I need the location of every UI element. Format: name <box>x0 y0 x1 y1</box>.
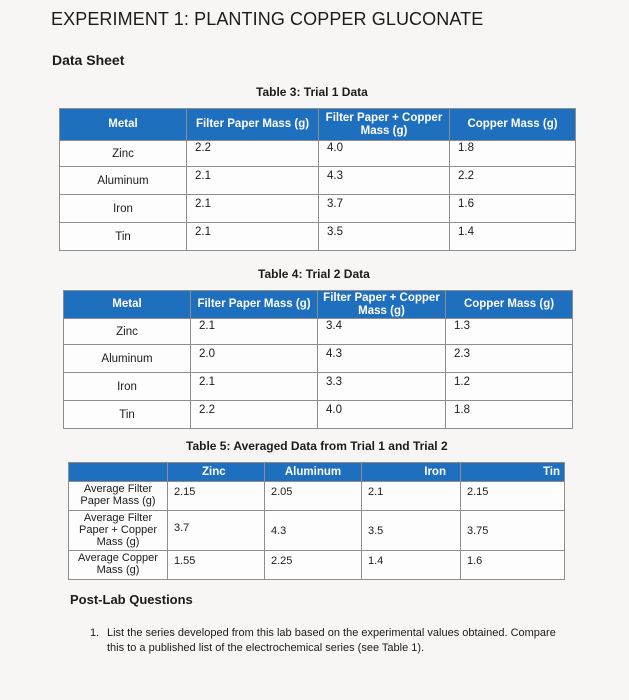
table5-averaged <box>68 462 565 580</box>
metal-cell: Zinc <box>60 141 187 167</box>
value-cell: 2.1 <box>362 482 461 511</box>
value-cell: 2.2 <box>187 141 319 167</box>
table5-caption: Table 5: Averaged Data from Trial 1 and Trial 2 <box>186 439 448 453</box>
table-row <box>60 141 576 167</box>
metal-cell: Zinc <box>64 319 191 345</box>
value-cell: 1.55 <box>168 551 265 580</box>
value-cell: 1.8 <box>446 401 573 429</box>
metal-cell: Iron <box>60 195 187 223</box>
value-cell: 2.15 <box>461 482 565 511</box>
header-copper-mass: Copper Mass (g) <box>450 109 576 141</box>
value-cell: 4.0 <box>319 141 450 167</box>
postlab-heading: Post-Lab Questions <box>70 592 193 607</box>
value-cell: 3.7 <box>168 511 265 551</box>
value-cell: 4.3 <box>265 511 362 551</box>
value-cell: 4.3 <box>318 345 446 373</box>
value-cell: 1.2 <box>446 373 573 401</box>
page-title: EXPERIMENT 1: PLANTING COPPER GLUCONATE <box>51 9 484 29</box>
header-filter-paper-mass: Filter Paper Mass (g) <box>187 109 319 141</box>
table4-trial2 <box>63 290 573 429</box>
table-row <box>64 373 573 401</box>
value-cell: 2.1 <box>187 167 319 195</box>
table-row <box>60 167 576 195</box>
header-filter-paper-copper-mass: Filter Paper + Copper Mass (g) <box>318 291 446 319</box>
header-metal: Metal <box>64 291 191 319</box>
header-iron: Iron <box>362 463 461 482</box>
row-label: Average Copper Mass (g) <box>69 551 168 580</box>
value-cell: 3.7 <box>319 195 450 223</box>
value-cell: 2.3 <box>446 345 573 373</box>
question-text: List the series developed from this lab based on the experimental values obtained. Compare this to a published list of the electrochemical series (see Table 1). <box>107 627 556 654</box>
header-copper-mass: Copper Mass (g) <box>446 291 573 319</box>
table-row <box>64 345 573 373</box>
value-cell: 1.3 <box>446 319 573 345</box>
question-number: 1. <box>90 627 100 639</box>
table4-caption: Table 4: Trial 2 Data <box>258 267 370 281</box>
row-label: Average Filter Paper Mass (g) <box>69 482 168 511</box>
metal-cell: Tin <box>60 223 187 251</box>
table3-caption: Table 3: Trial 1 Data <box>256 85 368 99</box>
value-cell: 4.0 <box>318 401 446 429</box>
header-zinc: Zinc <box>168 463 265 482</box>
value-cell: 2.1 <box>191 373 318 401</box>
metal-cell: Iron <box>64 373 191 401</box>
section-heading: Data Sheet <box>52 52 125 68</box>
value-cell: 3.4 <box>318 319 446 345</box>
table-row <box>69 482 565 511</box>
table-row <box>60 195 576 223</box>
value-cell: 2.1 <box>187 195 319 223</box>
header-filter-paper-mass: Filter Paper Mass (g) <box>191 291 318 319</box>
value-cell: 2.1 <box>191 319 318 345</box>
header-metal: Metal <box>60 109 187 141</box>
value-cell: 2.15 <box>168 482 265 511</box>
value-cell: 2.1 <box>187 223 319 251</box>
header-aluminum: Aluminum <box>265 463 362 482</box>
value-cell: 2.05 <box>265 482 362 511</box>
value-cell: 3.5 <box>362 511 461 551</box>
header-filter-paper-copper-mass: Filter Paper + Copper Mass (g) <box>319 109 450 141</box>
table-row <box>69 551 565 580</box>
metal-cell: Aluminum <box>64 345 191 373</box>
value-cell: 1.6 <box>450 195 576 223</box>
header-blank <box>69 463 168 482</box>
value-cell: 2.25 <box>265 551 362 580</box>
metal-cell: Tin <box>64 401 191 429</box>
table-row <box>64 319 573 345</box>
table-row <box>64 401 573 429</box>
value-cell: 4.3 <box>319 167 450 195</box>
table-row <box>69 511 565 551</box>
value-cell: 3.75 <box>461 511 565 551</box>
value-cell: 3.5 <box>319 223 450 251</box>
metal-cell: Aluminum <box>60 167 187 195</box>
value-cell: 2.0 <box>191 345 318 373</box>
value-cell: 1.4 <box>362 551 461 580</box>
value-cell: 1.6 <box>461 551 565 580</box>
header-tin: Tin <box>461 463 565 482</box>
table3-trial1 <box>59 108 576 251</box>
question-1 <box>90 626 570 656</box>
value-cell: 2.2 <box>450 167 576 195</box>
value-cell: 1.4 <box>450 223 576 251</box>
value-cell: 2.2 <box>191 401 318 429</box>
value-cell: 3.3 <box>318 373 446 401</box>
table-row <box>60 223 576 251</box>
row-label: Average Filter Paper + Copper Mass (g) <box>69 511 168 551</box>
value-cell: 1.8 <box>450 141 576 167</box>
